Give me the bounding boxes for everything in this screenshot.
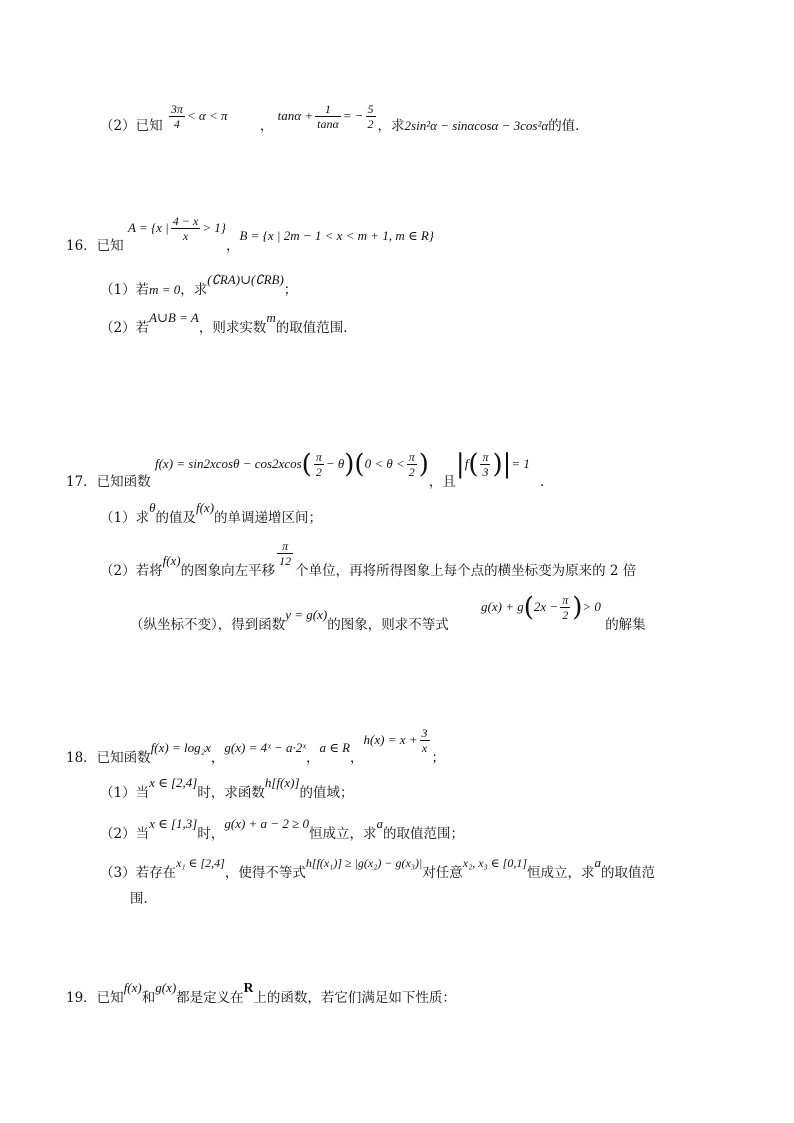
q18-stem: 18．已知函数f(x) = log₂x，g(x) = 4ˣ − a·2ˣ，a ∈ R，h(x) = x + $\frac{3}{x}$ ； [66, 726, 446, 766]
q15-part2-prefix: （2）已知 [100, 118, 163, 134]
q16-part2: （2）若A∪B = A，则求实数m的取值范围． [100, 310, 357, 336]
q15-suffix: 的值． [548, 118, 589, 134]
q16-part1: （1）若m = 0，求(∁RA)∪(∁RB)； [100, 272, 298, 298]
q19-stem: 19．已知f(x)和g(x)都是定义在R上的函数，若它们满足如下性质： [66, 980, 456, 1006]
q18-number: 18．已知函数 [66, 750, 151, 766]
q18-p1-dom: x ∈ [2,4] [149, 775, 198, 790]
q16-setA-fraction: $\frac{4 - x}{x}$ [172, 214, 199, 243]
q16-p2-cond: A∪B = A [149, 310, 199, 325]
q18-p3-ineq: h[f(x₁)] ≥ |g(x₂) − g(x₃)| [305, 856, 423, 870]
q17-part2-line1: （2）若将f(x)的图象向左平移 $\frac{\pi}{12}$ 个单位，再将所得图象上每个点的横坐标变为原来的 2 倍 [100, 539, 637, 579]
q18-f-def: f(x) = log₂x [150, 740, 211, 755]
q18-a-def: a ∈ R [319, 740, 351, 755]
q18-p3-a: a [594, 855, 601, 870]
q15-cond1-rest: < α < π [186, 108, 228, 123]
q17-and: ，且 [428, 474, 456, 490]
q15-expr: 2sin²α − sinαcosα − 3cos²α [404, 118, 549, 133]
q18-p1-h: h[f(x)] [264, 775, 300, 790]
q17-p2-shift: $\frac{\pi}{12}$ [279, 539, 292, 568]
q17-p2-f: f(x) [162, 553, 181, 568]
q15-part2-line [100, 102, 589, 141]
q18-p2-ineq: g(x) + a − 2 ≥ 0 [224, 816, 309, 831]
q17-part2-line2: （纵坐标不变），得到函数y = g(x)的图象，则求不等式 g(x) + g(2x − $\frac{\pi}{2}$ )> 0 的解集 [130, 592, 646, 633]
q15-cond2-rfraction: $\frac{5}{2}$ [367, 102, 374, 131]
q15-cond1-fraction: $\frac{3\pi}{4}$ [170, 102, 183, 131]
q16-number: 16．已知 [66, 238, 124, 254]
q19-number: 19．已知 [66, 990, 124, 1006]
q18-part3: （3）若存在x₁ ∈ [2,4]，使得不等式h[f(x₁)] ≥ |g(x₂) − g(x₃)|对任意x₂, x₃ ∈ [0,1]恒成立，求a的取值范 [100, 855, 655, 881]
q18-part3-cont: 围． [130, 891, 157, 907]
q17-p2-ineq: g(x) + g(2x − $\frac{\pi}{2}$ )> 0 [481, 592, 601, 623]
q18-part1: （1）当x ∈ [2,4]时，求函数h[f(x)]的值域； [100, 775, 354, 801]
q15-mid: ，求 [377, 118, 405, 134]
q15-cond2-fraction: $\frac{1}{\tan\alpha}$ [317, 102, 339, 131]
q16-p2-var: m [266, 310, 276, 325]
q17-abs-cond: |f( $\frac{\pi}{3}$ )|= 1 [455, 449, 530, 480]
q18-g-def: g(x) = 4ˣ − a·2ˣ [224, 740, 306, 755]
q19-f: f(x) [123, 980, 142, 995]
q19-g: g(x) [155, 980, 177, 995]
q16-setB: B = {x | 2m − 1 < x < m + 1, m ∈ R} [239, 228, 434, 243]
q18-p3-x23: x₂, x₃ ∈ [0,1] [462, 856, 527, 870]
q15-sep: ， [259, 118, 274, 134]
q17-p2-g: y = g(x) [285, 607, 328, 622]
q16-stem [66, 214, 434, 261]
q16-p1-cond: m = 0 [149, 282, 181, 297]
q15-cond2-a: tanα + [277, 108, 314, 123]
q19-R: R [243, 980, 254, 995]
q18-part2: （2）当x ∈ [1,3]时，g(x) + a − 2 ≥ 0恒成立，求a的取值范围； [100, 816, 464, 842]
q18-p2-dom: x ∈ [1,3] [149, 816, 198, 831]
q17-p1-theta: θ [149, 500, 156, 515]
q18-p3-x1: x₁ ∈ [2,4] [176, 856, 225, 870]
q17-p1-f: f(x) [195, 500, 215, 515]
q15-cond2-eq: = − [342, 108, 364, 123]
q17-func: f(x) = sin2xcosθ − cos2xcos( $\frac{\pi}{2}$ − θ)(0 < θ < $\frac{\pi}{2}$ ) [154, 449, 429, 480]
q17-stem: 17．已知函数 f(x) = sin2xcosθ − cos2xcos( $\frac{\pi}{2}$ − θ)(0 < θ < $\frac{\pi}{2}$ )，且|f( $\frac{\pi}{3}$ )|= 1． [66, 449, 554, 490]
q16-p1-expr: (∁RA)∪(∁RB) [207, 272, 284, 287]
q18-p2-a: a [376, 816, 383, 831]
q17-part1: （1）求θ的值及f(x)的单调递增区间； [100, 500, 323, 526]
q17-number: 17．已知函数 [66, 474, 151, 490]
q18-h-def: h(x) = x + $\frac{3}{x}$ [363, 726, 428, 755]
q16-sep: ， [225, 238, 240, 254]
q16-setA: A = {x | $\frac{4 - x}{x}$ > 1} [127, 214, 226, 243]
